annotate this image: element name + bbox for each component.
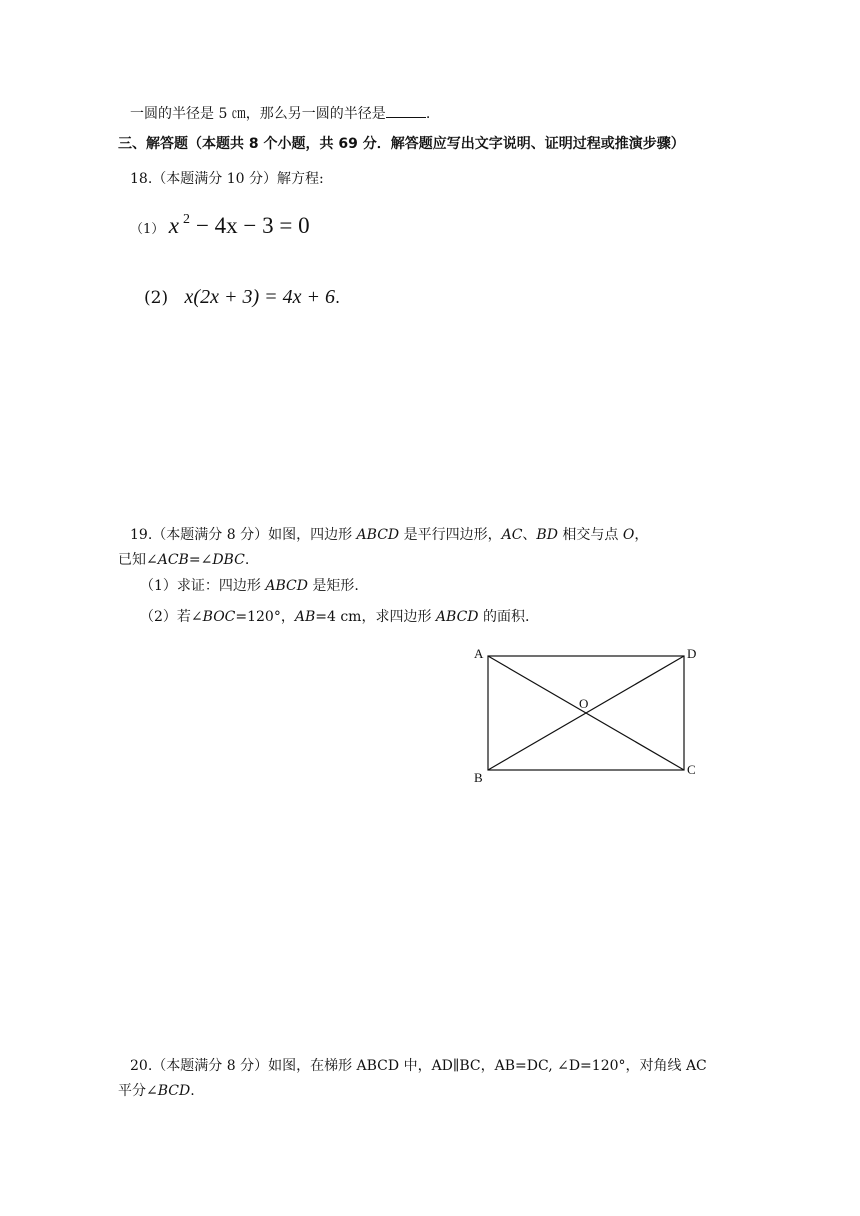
- q19-text: 、: [522, 527, 537, 543]
- q19-part1: [140, 577, 359, 595]
- q19-var: O: [622, 527, 635, 543]
- q19-text: 相交与点: [557, 527, 623, 543]
- q20-text: .: [190, 1083, 195, 1099]
- q20-text: 平分∠: [118, 1083, 158, 1099]
- q19-text: =4 cm，求四边形: [315, 609, 436, 625]
- q19-var: ACB: [157, 552, 189, 568]
- q18-part1-rest: − 4x − 3 = 0: [195, 213, 310, 238]
- label-a: A: [474, 646, 484, 661]
- q19-var: AC: [501, 527, 523, 543]
- q19-var: ABCD: [265, 578, 308, 594]
- label-c: C: [687, 762, 696, 777]
- q20-line2: [118, 1082, 195, 1100]
- label-d: D: [687, 646, 697, 661]
- q17-tail-text: 一圆的半径是 5 ㎝，那么另一圆的半径是: [130, 106, 386, 122]
- q18-part2: [144, 284, 340, 312]
- answer-blank: [386, 104, 426, 118]
- q19-text: .: [244, 552, 250, 568]
- q19-stem-line1: [130, 526, 648, 544]
- q18-part2-equation: x(2x + 3) = 4x + 6: [184, 286, 335, 308]
- label-o: O: [579, 696, 589, 711]
- q19-part2: [140, 608, 529, 626]
- q20-var: BCD: [157, 1083, 191, 1099]
- q19-text: 是平行四边形，: [399, 527, 502, 543]
- q18-part1-label: （1）: [130, 222, 165, 237]
- q19-text: （1）求证：四边形: [140, 578, 266, 594]
- q18-part2-end: .: [335, 288, 341, 307]
- q19-stem-line2: [118, 551, 249, 569]
- q19-var: ABCD: [356, 527, 400, 543]
- q19-text: 是矩形.: [307, 578, 359, 594]
- q19-var: BD: [536, 527, 558, 543]
- q20-line1: 20.（本题满分 8 分）如图，在梯形 ABCD 中，AD∥BC，AB=DC, ∠D=120°，对角线 AC: [130, 1058, 707, 1074]
- q19-text: （2）若∠: [140, 609, 203, 625]
- q19-text: ，: [634, 527, 649, 543]
- q19-text: =120°，: [235, 609, 295, 625]
- q18-part1-equation: [169, 213, 310, 238]
- q17-tail-line: [130, 104, 430, 123]
- q19-var: DBC: [212, 552, 245, 568]
- q19-text: 19.（本题满分 8 分）如图，四边形: [130, 527, 357, 543]
- q17-tail-end: .: [425, 106, 431, 122]
- rectangle-abcd-figure: [468, 640, 708, 790]
- q18-part1: [130, 206, 310, 244]
- q19-var: BOC: [202, 609, 236, 625]
- q18-part1-exponent: 2: [182, 212, 190, 227]
- section-3-heading: 三、解答题（本题共 8 个小题，共 69 分．解答题应写出文字说明、证明过程或推演步骤）: [118, 136, 685, 152]
- q19-var: ABCD: [435, 609, 479, 625]
- q18-part1-var: x: [168, 213, 179, 238]
- q19-text: 已知∠: [118, 552, 158, 568]
- label-b: B: [474, 770, 483, 785]
- q19-text: 的面积.: [478, 609, 530, 625]
- q19-var: AB: [294, 609, 316, 625]
- q19-text: =∠: [188, 552, 213, 568]
- q18-part2-label: (2): [144, 288, 169, 308]
- q18-stem: 18.（本题满分 10 分）解方程:: [130, 171, 324, 187]
